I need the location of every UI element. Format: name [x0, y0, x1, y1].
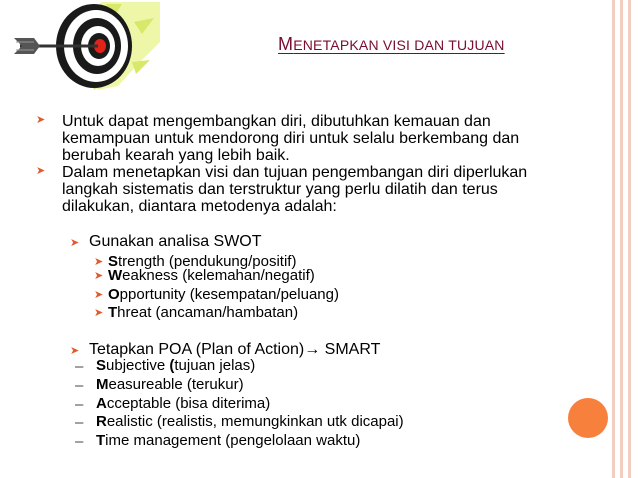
smart-text: ealistic (realistis, memungkinkan utk dicapai): [106, 413, 404, 430]
smart-item-time: [96, 432, 360, 449]
swot-text: eakness (kelemahan/negatif): [122, 267, 315, 284]
poa-text: Tetapkan POA (Plan of Action): [89, 341, 305, 358]
poa-suffix: SMART: [320, 341, 381, 358]
title-first-letter: M: [278, 34, 294, 54]
smart-text: tujuan jelas): [174, 357, 256, 374]
smart-letter: S: [96, 357, 107, 374]
smart-item-subjective: [96, 357, 255, 374]
bullet-icon: ➤: [94, 256, 104, 268]
decor-stripe: [620, 0, 623, 478]
title-rest: ENETAPKAN VISI DAN TUJUAN: [293, 37, 505, 53]
smart-item-acceptable: [96, 395, 270, 412]
bullet-icon: ➤: [36, 165, 46, 177]
swot-letter: O: [108, 286, 120, 303]
swot-letter: T: [108, 304, 118, 321]
target-arrow-icon: [10, 2, 166, 92]
swot-item-opportunity: [108, 286, 339, 303]
bullet-icon: ➤: [94, 289, 104, 301]
smart-letter: R: [96, 413, 107, 430]
paragraph-line: dilakukan, diantara metodenya adalah:: [62, 198, 337, 215]
slide-title: [278, 34, 505, 55]
paragraph-line: langkah sistematis dan terstruktur yang perlu dilatih dan terus: [62, 181, 498, 198]
dash-marker: –: [75, 396, 84, 413]
bullet-icon: ➤: [94, 307, 104, 319]
smart-letter: T: [96, 432, 106, 449]
bullet-icon: ➤: [70, 345, 80, 357]
dash-marker: –: [75, 433, 84, 450]
swot-text: trength (pendukung/positif): [118, 253, 297, 270]
arrow-right-icon: →: [304, 341, 321, 358]
swot-heading: Gunakan analisa SWOT: [89, 233, 262, 250]
bullet-icon: ➤: [94, 270, 104, 282]
swot-letter: S: [108, 253, 119, 270]
smart-text: cceptable (bisa diterima): [106, 395, 271, 412]
swot-item-threat: [108, 304, 298, 321]
dash-marker: –: [75, 414, 84, 431]
dash-marker: –: [75, 358, 84, 375]
paragraph-line: Untuk dapat mengembangkan diri, dibutuhkan kemauan dan: [62, 113, 491, 130]
bullet-icon: ➤: [70, 237, 80, 249]
paragraph-line: kemampuan untuk mendorong diri untuk selalu berkembang dan: [62, 130, 520, 147]
smart-item-realistic: [96, 413, 404, 430]
decor-stripe: [612, 0, 615, 478]
swot-text: hreat (ancaman/hambatan): [117, 304, 299, 321]
smart-text: easureable (terukur): [108, 376, 244, 393]
paragraph-line: Dalam menetapkan visi dan tujuan pengembangan diri diperlukan: [62, 164, 528, 181]
smart-letter: M: [96, 376, 109, 393]
paragraph-1: [62, 113, 602, 164]
smart-bracket: (: [169, 357, 175, 374]
smart-text: ime management (pengelolaan waktu): [105, 432, 361, 449]
bullet-icon: ➤: [36, 114, 46, 126]
swot-letter: W: [108, 267, 123, 284]
smart-text: ubjective: [106, 357, 170, 374]
decor-stripe: [628, 0, 631, 478]
paragraph-2: [62, 164, 602, 215]
swot-text: pportunity (kesempatan/peluang): [119, 286, 339, 303]
smart-letter: A: [96, 395, 107, 412]
swot-item-weakness: [108, 267, 315, 284]
decor-orange-dot: [568, 398, 608, 438]
dash-marker: –: [75, 377, 84, 394]
paragraph-line: berubah kearah yang lebih baik.: [62, 147, 290, 164]
smart-item-measureable: [96, 376, 244, 393]
